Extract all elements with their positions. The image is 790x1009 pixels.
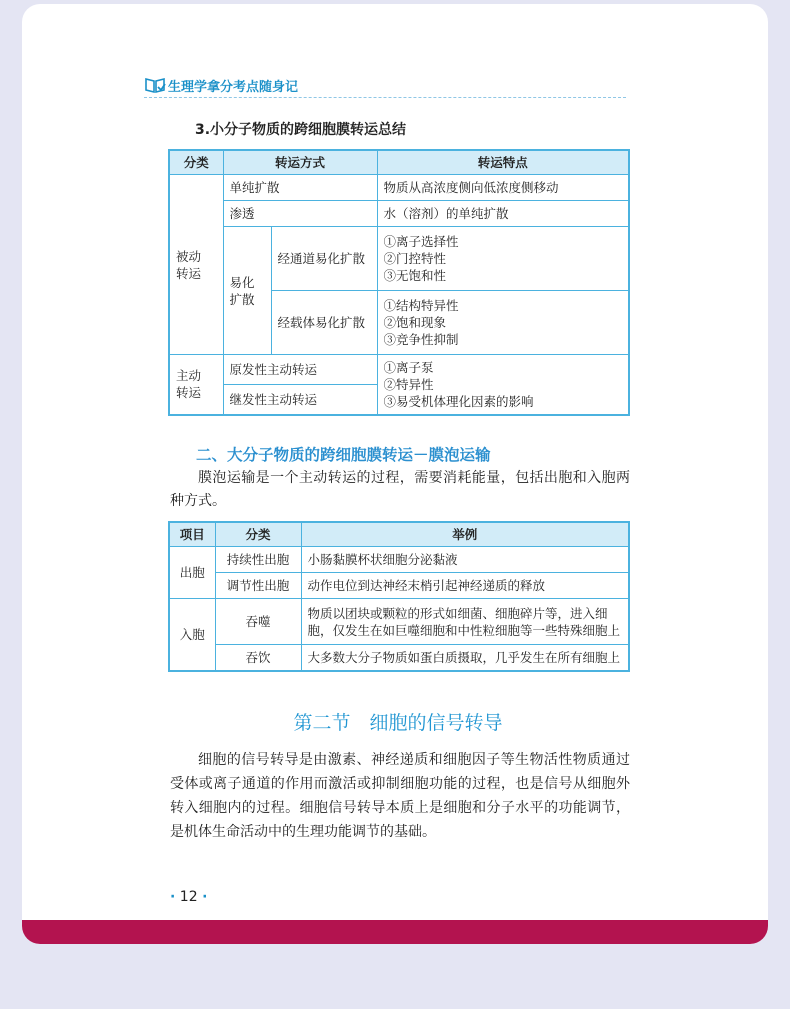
type-cell: 吞饮 xyxy=(215,645,301,671)
col-header: 转运特点 xyxy=(377,150,629,175)
type-cell: 调节性出胞 xyxy=(215,573,301,599)
bullet-dot: · xyxy=(202,889,208,905)
col-header: 分类 xyxy=(169,150,223,175)
col-header: 分类 xyxy=(215,522,301,547)
feature-cell: 物质从高浓度侧向低浓度侧移动 xyxy=(377,175,629,201)
method-cell: 单纯扩散 xyxy=(223,175,377,201)
table-row xyxy=(169,573,629,599)
running-header xyxy=(144,75,626,98)
table-row xyxy=(169,645,629,671)
table-row xyxy=(169,201,629,227)
table1-title: 3.小分子物质的跨细胞膜转运总结 xyxy=(195,122,407,138)
table-row xyxy=(169,175,629,201)
transport-table xyxy=(168,149,630,416)
table-header-row xyxy=(169,522,629,547)
bullet-dot: · xyxy=(170,889,176,905)
table-row xyxy=(169,355,629,385)
header-title: 生理学拿分考点随身记 xyxy=(168,80,299,95)
method-cell: 继发性主动转运 xyxy=(223,385,377,415)
col-header: 举例 xyxy=(301,522,629,547)
section-heading: 二、大分子物质的跨细胞膜转运－膜泡运输 xyxy=(196,446,491,464)
subcategory-cell: 易化 扩散 xyxy=(223,227,271,355)
item-cell: 入胞 xyxy=(169,599,215,671)
feature-cell: ①离子选择性 ②门控特性 ③无饱和性 xyxy=(377,227,629,291)
table-row xyxy=(169,599,629,645)
table-row xyxy=(169,547,629,573)
example-cell: 小肠黏膜杯状细胞分泌黏液 xyxy=(301,547,629,573)
paragraph: 细胞的信号转导是由激素、神经递质和细胞因子等生物活性物质通过受体或离子通道的作用而激活或抑制细胞功能的过程，也是信号从细胞外转入细胞内的过程。细胞信号转导本质上是细胞和分子水平的功能调节，是机体生命活动中的生理功能调节的基础。 xyxy=(170,752,630,840)
table-row xyxy=(169,227,629,291)
example-cell: 大多数大分子物质如蛋白质摄取，几乎发生在所有细胞上 xyxy=(301,645,629,671)
page-number-text: 12 xyxy=(179,889,198,905)
method-cell: 经通道易化扩散 xyxy=(271,227,377,291)
paragraph: 膜泡运输是一个主动转运的过程，需要消耗能量，包括出胞和入胞两种方式。 xyxy=(170,470,630,509)
example-cell: 物质以团块或颗粒的形式如细菌、细胞碎片等，进入细胞，仅发生在如巨噬细胞和中性粒细胞等一些特殊细胞上 xyxy=(301,599,629,645)
section-title: 第二节 细胞的信号转导 xyxy=(293,712,503,734)
col-header: 转运方式 xyxy=(223,150,377,175)
example-cell: 动作电位到达神经末梢引起神经递质的释放 xyxy=(301,573,629,599)
vesicle-table xyxy=(168,521,630,672)
category-cell: 主动 转运 xyxy=(169,355,223,415)
table-header-row xyxy=(169,150,629,175)
page-number xyxy=(170,889,207,905)
type-cell: 吞噬 xyxy=(215,599,301,645)
feature-cell: 水（溶剂）的单纯扩散 xyxy=(377,201,629,227)
type-cell: 持续性出胞 xyxy=(215,547,301,573)
feature-cell: ①离子泵 ②特异性 ③易受机体理化因素的影响 xyxy=(377,355,629,415)
col-header: 项目 xyxy=(169,522,215,547)
method-cell: 渗透 xyxy=(223,201,377,227)
book-icon xyxy=(144,76,166,94)
method-cell: 经载体易化扩散 xyxy=(271,291,377,355)
method-cell: 原发性主动转运 xyxy=(223,355,377,385)
feature-cell: ①结构特异性 ②饱和现象 ③竞争性抑制 xyxy=(377,291,629,355)
bottom-band xyxy=(22,920,768,944)
category-cell: 被动 转运 xyxy=(169,175,223,355)
item-cell: 出胞 xyxy=(169,547,215,599)
